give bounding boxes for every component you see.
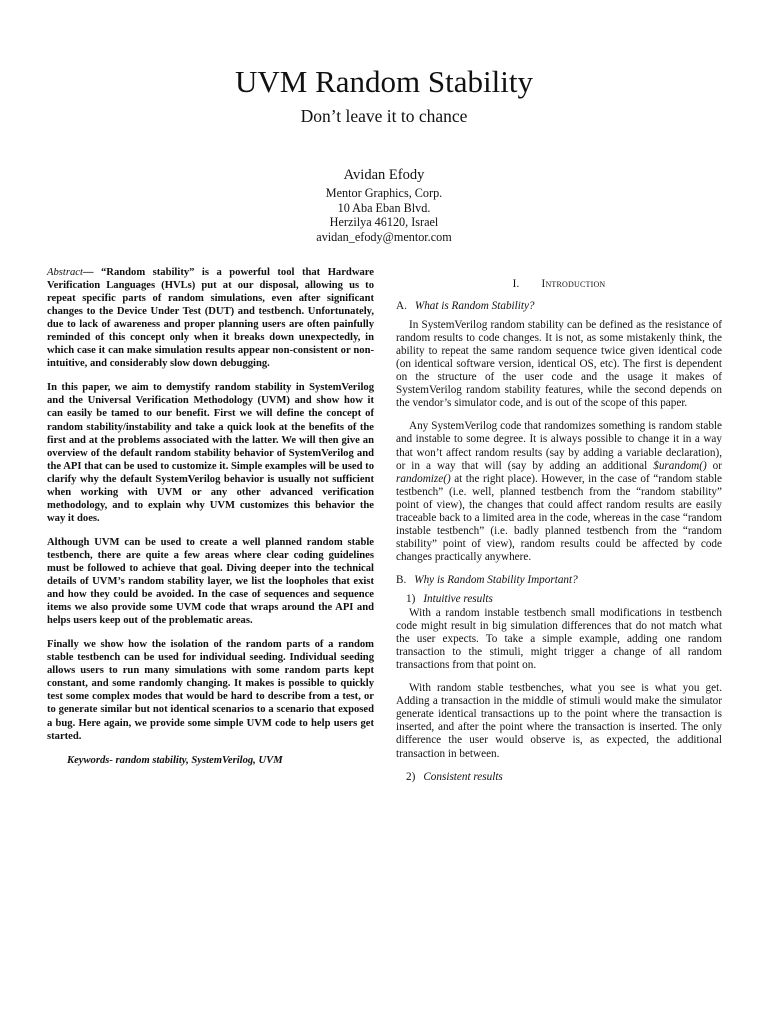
affiliation-city: Herzilya 46120, Israel — [329, 215, 439, 229]
text-run: or — [706, 459, 722, 472]
affiliation-street: 10 Aba Eban Blvd. — [337, 200, 431, 215]
subsubsection-label: 2) — [406, 770, 416, 783]
subsubsection-title: Intuitive results — [423, 592, 493, 605]
subsection-heading-a — [396, 300, 722, 313]
author-name: Avidan Efody — [343, 167, 425, 183]
left-column — [47, 266, 374, 767]
subsubsection-title: Consistent results — [423, 770, 503, 783]
subsection-label: B. — [396, 573, 407, 586]
section-number: I. — [512, 278, 520, 290]
subsection-title: What is Random Stability? — [414, 300, 535, 313]
code-urandom: $urandom() — [653, 459, 707, 472]
abstract-label: Abstract — [47, 267, 83, 278]
body-paragraph-urandom — [396, 420, 722, 564]
body-paragraph: In SystemVerilog random stability can be defined as the resistance of random results to code changes. It is not, as some mistakenly think, the ability to repeat the same random sequence twice given identical code (on identical software version, identical OS, etc). The first is dependent on the structure of the user code and the usage it makes of SystemVerilog random stability features, while the second depends on the vendor’s simulator code, and is out of the scope of this paper. — [396, 319, 722, 410]
keywords: Keywords- random stability, SystemVerilog, UVM — [67, 754, 283, 766]
text-run: Any SystemVerilog code that randomizes something is random stable and instable to some degree. It is always possible to change it in a way that won’t affect random results (say by adding a variable declaration), or in a way that will (say by adding an additional — [396, 420, 722, 472]
section-title: Introduction — [541, 278, 606, 290]
abstract-dash: — — [82, 267, 101, 278]
affiliation-company: Mentor Graphics, Corp. — [325, 186, 443, 200]
body-paragraph: With random stable testbenches, what you see is what you get. Adding a transaction in the middle of stimuli would make the simulator generate identical transactions up to the point where the transaction is inserted, and after the point where the transaction is inserted. The only difference the user would observe is, as expected, the additional transaction in between. — [396, 682, 722, 760]
paper-subtitle: Don’t leave it to chance — [300, 106, 468, 126]
text-run: at the right place). However, in the case of “random stable testbench” (i.e. well, planned testbench from the “random stability” point of view), the changes that could affect random results are easily traceable back to a limited area in the code, whereas in the case “random instable testbench” (i.e. badly planned testbench from the “random stability” point of view), random results could be affected by code changes practically anywhere. — [396, 472, 722, 563]
section-heading-introduction — [396, 278, 722, 291]
abstract-paragraph-2: In this paper, we aim to demystify random stability in SystemVerilog and the Universal Verification Methodology (UVM) and show how it can easily be tamed to our benefit. First we will define the concept of random stability/instability and take a quick look at the benefits of the first and at the problems associated with the latter. We will then give an overview of the default random stability behavior of SystemVerilog and the API that can be used to customize it. Simple examples will be used to clarify why the default SystemVerilog behavior is usually not sufficient when working with UVM or any other advanced verification methodology, and to explain why UVM customizes this behavior the way it does. — [47, 382, 374, 524]
subsection-label: A. — [396, 300, 407, 313]
subsubsection-label: 1) — [406, 592, 416, 605]
abstract-text-1: “Random stability” is a powerful tool that Hardware Verification Languages (HVLs) put at our disposal, allowing us to repeat specific parts of random simulations, even after significant changes to the Device Under Test (DUT) and testbench. Unfortunately, due to lack of awareness and proper planning users are often painfully reminded of this concept only when it breaks down unexpectedly, in which case it can make simulation results appear non-consistent or non-intuitive, and considerably slow down debugging. — [47, 267, 374, 370]
code-randomize: randomize() — [396, 472, 451, 485]
body-paragraph: With a random instable testbench small modifications in testbench code might result in big simulation differences that do not match what the user expects. To take a simple example, adding one random transaction to the stimuli, might trigger a change of all random transactions from that point on. — [396, 607, 722, 672]
author-affiliation — [0, 186, 768, 244]
paper-title: UVM Random Stability — [235, 64, 533, 99]
right-column — [396, 266, 722, 785]
subsubsection-heading-2 — [406, 771, 722, 784]
affiliation-email: avidan_efody@mentor.com — [316, 229, 452, 244]
subsection-title: Why is Random Stability Important? — [414, 573, 578, 586]
abstract-paragraph-1 — [47, 266, 374, 370]
abstract-paragraph-3: Although UVM can be used to create a well planned random stable testbench, there are quite a few areas where clear coding guidelines must be followed to achieve that goal. Diving deeper into the technical details of UVM’s random stability layer, we list the loopholes that exist and how they could be avoided. In the case of sequences and sequence items we also provide some UVM code that wraps around the API and helps users keep out of the problematic areas. — [47, 536, 374, 627]
subsection-heading-b — [396, 574, 722, 587]
subsubsection-heading-1 — [406, 593, 722, 606]
abstract-paragraph-4: Finally we show how the isolation of the random parts of a random stable testbench can be used for individual seeding. Individual seeding allows users to run many simulations with some random parts kept constant, and some randomly changing. It makes is possible to quickly test some complex modes that would be hard to describe from a test, or to generate similar but not identical scenarios to a scenario that exposed a bug. Here again, we provide some simple UVM code to help users get started. — [47, 639, 374, 742]
